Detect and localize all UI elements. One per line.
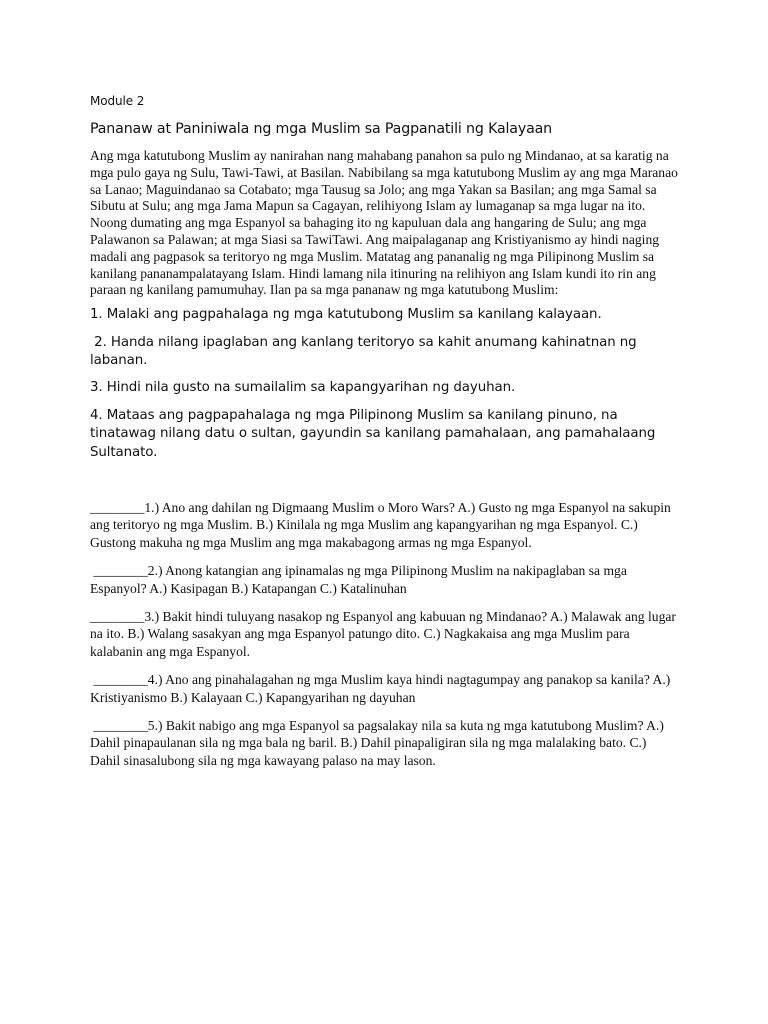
question-item: ________3.) Bakit hindi tuluyang nasakop ng Espanyol ang kabuuan ng Mindanao? A.) Malawak ang lugar na ito. B.) Walang sasakyan ang mga Espanyol patungo dito. C.) Nagkakaisa ang mga Muslim para kalabanin ang mga Espanyol. <box>90 609 676 659</box>
point-item: 3. Hindi nila gusto na sumailalim sa kapangyarihan ng dayuhan. <box>90 380 516 396</box>
questions-list <box>90 499 680 769</box>
document-title: Pananaw at Paniniwala ng mga Muslim sa Pagpanatili ng Kalayaan <box>90 121 553 137</box>
section-spacer <box>90 471 680 499</box>
module-label: Module 2 <box>90 94 145 108</box>
question-item: ________5.) Bakit nabigo ang mga Espanyol sa pagsalakay nila sa kuta ng mga katutubong Muslim? A.) Dahil pinapaulanan sila ng mga bala ng baril. B.) Dahil pinapaligiran sila ng mga malalaking bato. C.) Dahil sinasalubong sila ng mga kawayang palaso na may lason. <box>90 718 668 768</box>
question-item: ________1.) Ano ang dahilan ng Digmaang Muslim o Moro Wars? A.) Gusto ng mga Espanyol na sakupin ang teritoryo ng mga Muslim. B.) Kinilala ng mga Muslim ang kapangyarihan ng mga Espanyol. C.) Gustong makuha ng mga Muslim ang mga makabagong armas ng mga Espanyol. <box>90 500 671 550</box>
question-item: ________4.) Ano ang pinahalagahan ng mga Muslim kaya hindi nagtagumpay ang panakop sa kanila? A.) Kristiyanismo B.) Kalayaan C.) Kapangyarihan ng dayuhan <box>90 672 674 705</box>
question-item: ________2.) Anong katangian ang ipinamalas ng mga Pilipinong Muslim na nakipaglaban sa mga Espanyol? A.) Kasipagan B.) Katapangan C.) Katalinuhan <box>90 563 631 596</box>
points-list <box>90 306 680 462</box>
point-item: 2. Handa nilang ipaglaban ang kanlang teritoryo sa kahit anumang kahinatnan ng labanan. <box>90 334 641 368</box>
document-page <box>90 93 680 780</box>
point-item: 4. Mataas ang pagpapahalaga ng mga Pilipinong Muslim sa kanilang pinuno, na tinatawag nilang datu o sultan, gayundin sa kanilang pamahalaan, ang pamahalaang Sultanato. <box>90 407 656 460</box>
intro-paragraph: Ang mga katutubong Muslim ay nanirahan nang mahabang panahon sa pulo ng Mindanao, at sa karatig na mga pulo gaya ng Sulu, Tawi-Tawi, at Basilan. Nabibilang sa mga katutubong Muslim ay ang mga Maranao sa Lanao; Maguindanao sa Cotabato; mga Tausug sa Jolo; ang mga Yakan sa Basilan; ang mga Samal sa Sibutu at Sulu; ang mga Jama Mapun sa Cagayan, relihiyong Islam ay lumaganap sa mga lugar na ito. Noong dumating ang mga Espanyol sa bahaging ito ng kapuluan dala ang hangaring de Sulu; ang mga Palawanon sa Palawan; at mga Siasi sa TawiTawi. Ang maipalaganap ang Kristiyanismo ay hindi naging madali ang pagpasok sa teritoryo ng mga Muslim. Matatag ang pananalig ng mga Pilipinong Muslim sa kanilang pananampalatayang Islam. Hindi lamang nila itinuring na relihiyon ang Islam kundi ito rin ang paraan ng kanilang pamumuhay. Ilan pa sa mga pananaw ng mga katutubong Muslim: <box>90 148 678 298</box>
point-item: 1. Malaki ang pagpahalaga ng mga katutubong Muslim sa kanilang kalayaan. <box>90 307 602 323</box>
